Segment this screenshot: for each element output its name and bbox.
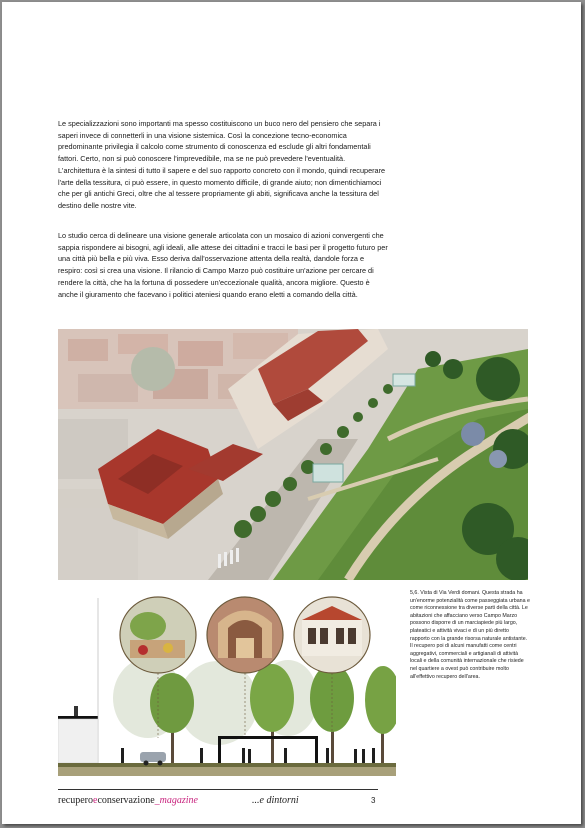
body-paragraph-2: Lo studio cerca di delineare una visione generale articolata con un mosaico di azioni convergenti che sappia rispondere ai bisogni, agli ideali, alle attese dei cittadini e tracci le basi per il progetto futuro per una città più bella e più viva. Esso deriva dall'osservazione attenta della realtà, dandole forza e respiro: così si crea una visione. Il rilancio di Campo Marzo può costituire un'azione per cercare di rendere la città, che ha la fortuna di possedere un'eccezionale qualità, ancora migliore. Questo è anche il giuramento che facevano i politici ateniesi quando erano eletti a comando della città.	[58, 231, 388, 299]
footer-brand-part4: _magazine	[154, 795, 198, 806]
footer-tagline: ...e dintorni	[252, 795, 299, 806]
footer-brand-part2: e	[92, 795, 98, 806]
footer-brand-part1: recupero	[58, 795, 93, 806]
body-paragraph-1: Le specializzazioni sono importanti ma spesso costituiscono un buco nero del pensiero che separa i saperi invece di connetterli in una visione sistemica. Così la concezione tecno-economica predominante privilegia il calcolo come strumento di conoscenza ed esclude gli altri fondamentali fattori. Certo, non si può conoscere l'imprevedibile, ma se ne può prevedere l'eventualità. L'architettura è la sintesi di tutto il sapere e del suo rapporto concreto con il mondo, quindi recuperare l'arte della tessitura, ci può essere, in questo momento difficile, di grande aiuto; non dimentichiamoci che per gli antichi Greci, oltre che al tessere propriamente gli abiti, significava anche la tessitura del destino delle nostre vite.	[58, 119, 386, 210]
page-number: 3	[371, 796, 376, 805]
footer-rule	[58, 789, 378, 790]
page	[2, 2, 581, 824]
figure-caption: 5,6. Vista di Via Verdi domani. Questa strada ha un'enorme potenzialità come passeggiata urbana e come riconnessione tra diverse parti della città. Le abitazioni che affacciano verso Campo Marzo possono disporre di un marciapiede più largo, plateatici e attività vivaci e di un più diretto rapporto con la grande risorsa naturale antistante. Il recupero poi di alcuni manufatti come centri aggregativi, commerciali e artigianali di attività locali e della comunità internazionale che risiede nel quartiere a ovest può contribuire molto all'effettivo recupero dell'area.	[410, 590, 530, 680]
footer-brand	[58, 795, 198, 806]
aerial-view-image	[58, 329, 528, 580]
street-section-drawing	[58, 588, 396, 776]
footer-brand-part3: conservazione	[97, 795, 155, 806]
